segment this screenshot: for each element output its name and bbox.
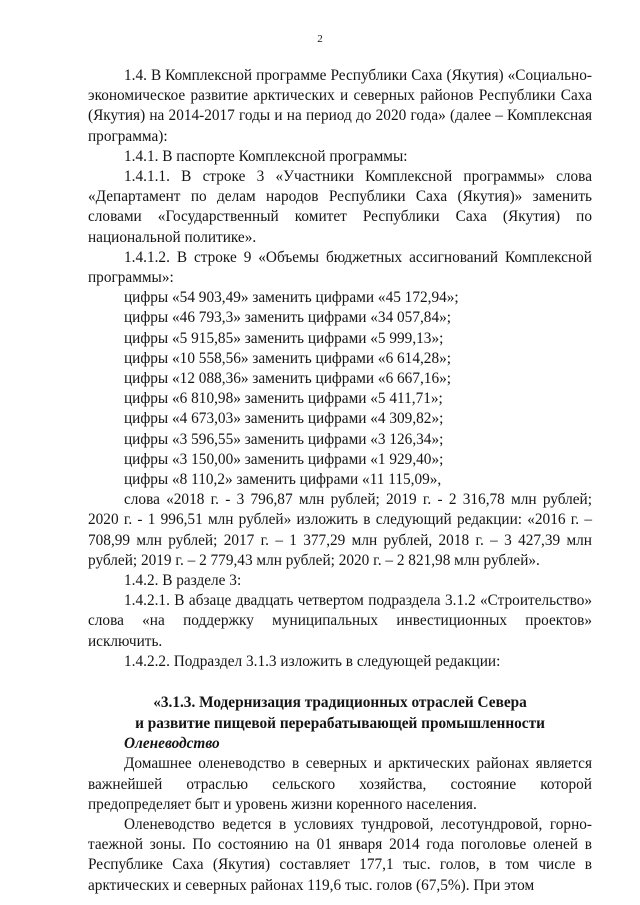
paragraph-1-4-2-1: 1.4.2.1. В абзаце двадцать четвертом подраздела 3.1.2 «Строительство» слова «на поддержку муниципальных инвестиционных проектов» исключить.	[88, 592, 592, 650]
section-heading-line-2: и развитие пищевой перерабатывающей промышленности	[135, 715, 545, 733]
replacement-item: цифры «5 915,85» заменить цифрами «5 999,13»;	[124, 329, 444, 347]
replacement-item: цифры «3 150,00» заменить цифрами «1 929,40»;	[124, 450, 444, 468]
replacement-item: цифры «3 596,55» заменить цифрами «3 126,34»;	[124, 430, 444, 448]
paragraph-words-replacement: слова «2018 г. - 3 796,87 млн рублей; 2019 г. - 2 316,78 млн рублей; 2020 г. - 1 996,51 млн рублей» изложить в следующий редакции: «2016 г. – 708,99 млн рублей; 2017 г. – 1 377,29 млн рублей, 2018 г. – 3 427,39 млн рублей; 2019 г. – 2 779,43 млн рублей; 2020 г. – 2 821,98 млн рублей».	[88, 491, 592, 569]
replacement-item: цифры «6 810,98» заменить цифрами «5 411,71»;	[124, 390, 443, 408]
replacement-list	[88, 288, 592, 490]
paragraph-1-4-1-1: 1.4.1.1. В строке 3 «Участники Комплексной программы» слова «Департамент по делам народов Республики Саха (Якутия)» заменить словами «Государственный комитет Республики Саха (Якутия) по национальной политике».	[88, 168, 592, 246]
paragraph-reindeer-1: Домашнее оленеводство в северных и арктических районах является важнейшей отраслью сельского хозяйства, состояние которой предопределяет быт и уровень жизни коренного населения.	[88, 755, 592, 813]
replacement-item: цифры «8 110,2» заменить цифрами «11 115,09»,	[124, 471, 442, 489]
paragraph-1-4: 1.4. В Комплексной программе Республики Саха (Якутия) «Социально-экономическое развитие арктических и северных районов Республики Саха (Якутия) на 2014-2017 годы и на период до 2020 года» (далее – Комплексная программа):	[88, 67, 592, 145]
paragraph-1-4-1: 1.4.1. В паспорте Комплексной программы:	[124, 147, 408, 165]
paragraph-1-4-2: 1.4.2. В разделе 3:	[124, 572, 242, 590]
paragraph-reindeer-2: Оленеводство ведется в условиях тундровой, лесотундровой, горно-таежной зоны. По состоянию на 01 января 2014 года поголовье оленей в Республике Саха (Якутия) составляет 177,1 тыс. голов, в том числе в арктических и северных районах 119,6 тыс. голов (67,5%). При этом	[88, 815, 592, 894]
replacement-item: цифры «12 088,36» заменить цифрами «6 667,16»;	[124, 370, 452, 388]
page-number: 2	[317, 33, 323, 45]
replacement-item: цифры «54 903,49» заменить цифрами «45 172,94»;	[124, 289, 459, 307]
section-heading-line-1: «3.1.3. Модернизация традиционных отраслей Севера	[153, 694, 527, 712]
replacement-item: цифры «10 558,56» заменить цифрами «6 614,28»;	[124, 349, 452, 367]
spacer	[88, 672, 592, 692]
paragraph-1-4-1-2: 1.4.1.2. В строке 9 «Объемы бюджетных ассигнований Комплексной программы»:	[88, 248, 592, 287]
paragraph-1-4-2-2: 1.4.2.2. Подраздел 3.1.3 изложить в следующей редакции:	[124, 652, 501, 670]
replacement-item: цифры «4 673,03» заменить цифрами «4 309,82»;	[124, 410, 444, 428]
subheading-reindeer-herding: Оленеводство	[124, 735, 220, 753]
replacement-item: цифры «46 793,3» заменить цифрами «34 057,84»;	[124, 309, 452, 327]
document-body	[88, 66, 592, 896]
